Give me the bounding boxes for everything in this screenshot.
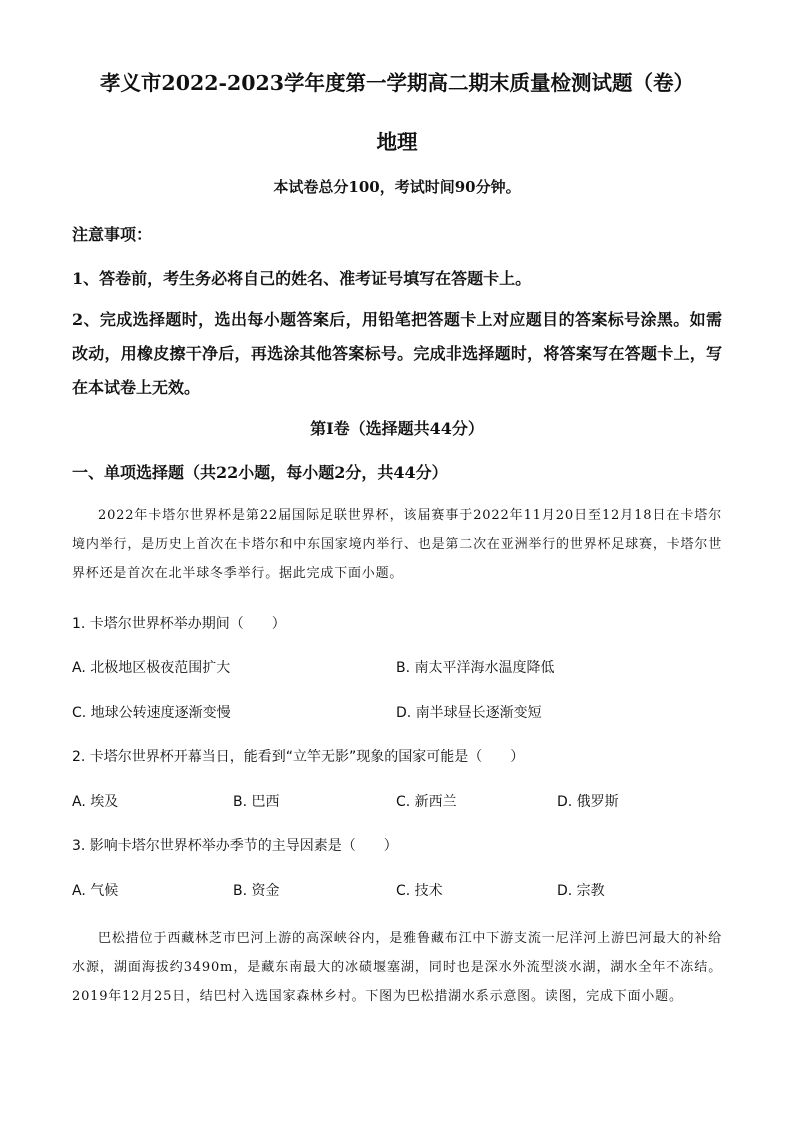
reading-passage-1: 2022年卡塔尔世界杯是第22届国际足联世界杯，该届赛事于2022年11月20日至12月18日在卡塔尔境内举行，是历史上首次在卡塔尔和中东国家境内举行、也是第二次在亚洲举行的世界杯足球赛，卡塔尔世界杯还是首次在北半球冬季举行。据此完成下面小题。 xyxy=(72,508,722,581)
question-3-option-c: C. 技术 xyxy=(396,883,443,899)
exam-title: 孝义市2022-2023学年度第一学期高二期末质量检测试题（卷） xyxy=(99,71,695,95)
question-2-option-b: B. 巴西 xyxy=(233,794,280,810)
question-2-option-a: A. 埃及 xyxy=(72,794,119,810)
notice-heading: 注意事项： xyxy=(72,225,153,244)
section-title: 第I卷（选择题共44分） xyxy=(310,419,484,438)
question-1-stem: 1. 卡塔尔世界杯举办期间（ ） xyxy=(72,616,286,632)
exam-info: 本试卷总分100，考试时间90分钟。 xyxy=(273,178,521,196)
question-3-option-b: B. 资金 xyxy=(233,883,280,899)
question-1-option-b: B. 南太平洋海水温度降低 xyxy=(396,660,555,676)
question-2-option-c: C. 新西兰 xyxy=(396,794,457,810)
subject-heading: 地理 xyxy=(376,130,418,154)
question-2-stem: 2. 卡塔尔世界杯开幕当日，能看到“立竿无影”现象的国家可能是（ ） xyxy=(72,749,525,765)
question-3-option-d: D. 宗教 xyxy=(557,883,605,899)
notice-item-1: 1、答卷前，考生务必将自己的姓名、准考证号填写在答题卡上。 xyxy=(72,269,532,288)
question-1-option-d: D. 南半球昼长逐渐变短 xyxy=(396,705,542,721)
question-3-option-a: A. 气候 xyxy=(72,883,119,899)
question-3-stem: 3. 影响卡塔尔世界杯举办季节的主导因素是（ ） xyxy=(72,838,398,854)
part-title: 一、单项选择题（共22小题，每小题2分，共44分） xyxy=(72,463,448,482)
notice-item-2: 2、完成选择题时，选出每小题答案后，用铅笔把答题卡上对应题目的答案标号涂黑。如需改动，用橡皮擦干净后，再选涂其他答案标号。完成非选择题时，将答案写在答题卡上，写在本试卷上无效。 xyxy=(72,310,722,397)
question-1-option-c: C. 地球公转速度逐渐变慢 xyxy=(72,705,231,721)
question-2-option-d: D. 俄罗斯 xyxy=(557,794,619,810)
reading-passage-2: 巴松措位于西藏林芝市巴河上游的高深峡谷内，是雅鲁藏布江中下游支流一尼洋河上游巴河最大的补给水源，湖面海拔约3490m，是藏东南最大的冰碛堰塞湖，同时也是深水外流型淡水湖，湖水全年不冻结。2019年12月25日，结巴村入选国家森林乡村。下图为巴松措湖水系示意图。读图，完成下面小题。 xyxy=(72,931,722,1004)
question-1-option-a: A. 北极地区极夜范围扩大 xyxy=(72,660,231,676)
